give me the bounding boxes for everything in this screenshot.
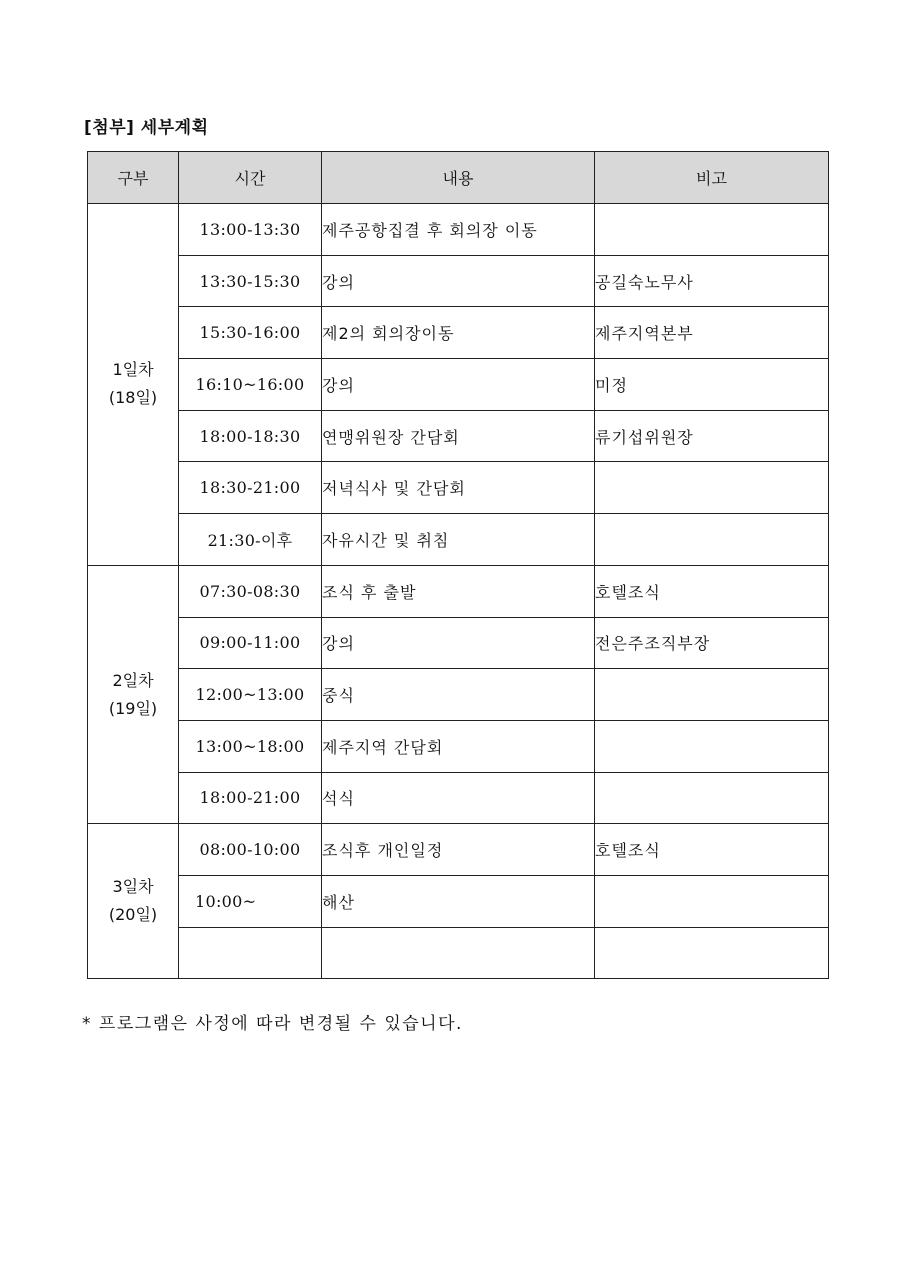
table-row — [88, 514, 829, 566]
time-cell: 08:00-10:00 — [179, 824, 322, 876]
content-cell — [322, 927, 595, 979]
time-cell: 09:00-11:00 — [179, 617, 322, 669]
table-row — [88, 359, 829, 411]
table-row — [88, 875, 829, 927]
time-cell: 18:30-21:00 — [179, 462, 322, 514]
note-cell: 호텔조식 — [595, 824, 829, 876]
document-title: [첨부] 세부계획 — [84, 118, 209, 138]
table-row — [88, 824, 829, 876]
content-cell: 해산 — [322, 875, 595, 927]
table-row — [88, 927, 829, 979]
table-row — [88, 255, 829, 307]
note-cell: 공길숙노무사 — [595, 255, 829, 307]
header-content: 내용 — [322, 152, 595, 204]
content-cell: 조식후 개인일정 — [322, 824, 595, 876]
note-cell: 류기섭위원장 — [595, 410, 829, 462]
note-cell — [595, 875, 829, 927]
day-label-3 — [88, 824, 179, 979]
content-cell: 저녁식사 및 간담회 — [322, 462, 595, 514]
day-label-line1: 1일차 — [112, 360, 154, 380]
time-cell: 16:10~16:00 — [179, 359, 322, 411]
note-cell: 제주지역본부 — [595, 307, 829, 359]
content-cell: 제주지역 간담회 — [322, 720, 595, 772]
header-division: 구부 — [88, 152, 179, 204]
note-cell — [595, 514, 829, 566]
header-row — [88, 152, 829, 204]
day-label-line1: 3일차 — [112, 877, 154, 897]
time-cell: 13:00-13:30 — [179, 204, 322, 256]
note-cell — [595, 669, 829, 721]
note-cell — [595, 204, 829, 256]
note-cell: 호텔조식 — [595, 565, 829, 617]
day-label-1 — [88, 204, 179, 566]
time-cell: 18:00-21:00 — [179, 772, 322, 824]
day-label-line2: (20일) — [108, 905, 158, 925]
table-row — [88, 565, 829, 617]
time-cell: 21:30-이후 — [179, 514, 322, 566]
table-row — [88, 617, 829, 669]
note-cell: 미정 — [595, 359, 829, 411]
table-row — [88, 772, 829, 824]
table-row — [88, 720, 829, 772]
day-label-line1: 2일차 — [112, 670, 154, 690]
note-cell: 전은주조직부장 — [595, 617, 829, 669]
time-cell — [179, 927, 322, 979]
header-note: 비고 — [595, 152, 829, 204]
content-cell: 제2의 회의장이동 — [322, 307, 595, 359]
note-cell — [595, 720, 829, 772]
content-cell: 석식 — [322, 772, 595, 824]
table-row — [88, 410, 829, 462]
header-time: 시간 — [179, 152, 322, 204]
content-cell: 연맹위원장 간담회 — [322, 410, 595, 462]
content-cell: 조식 후 출발 — [322, 565, 595, 617]
content-cell: 중식 — [322, 669, 595, 721]
table-row — [88, 462, 829, 514]
content-cell: 강의 — [322, 359, 595, 411]
time-cell: 13:30-15:30 — [179, 255, 322, 307]
content-cell: 강의 — [322, 255, 595, 307]
day-label-line2: (18일) — [108, 388, 158, 408]
table-row — [88, 204, 829, 256]
time-cell: 15:30-16:00 — [179, 307, 322, 359]
content-cell: 강의 — [322, 617, 595, 669]
day-label-2 — [88, 565, 179, 823]
schedule-table — [87, 151, 829, 979]
content-cell: 자유시간 및 취침 — [322, 514, 595, 566]
note-cell — [595, 772, 829, 824]
time-cell: 07:30-08:30 — [179, 565, 322, 617]
note-cell — [595, 927, 829, 979]
table-row — [88, 307, 829, 359]
note-cell — [595, 462, 829, 514]
table-row — [88, 669, 829, 721]
time-cell: 13:00~18:00 — [179, 720, 322, 772]
content-cell: 제주공항집결 후 회의장 이동 — [322, 204, 595, 256]
time-cell: 10:00~ — [179, 875, 322, 927]
time-cell: 12:00~13:00 — [179, 669, 322, 721]
time-cell: 18:00-18:30 — [179, 410, 322, 462]
day-label-line2: (19일) — [108, 698, 158, 718]
footnote: * 프로그램은 사정에 따라 변경될 수 있습니다. — [82, 1014, 463, 1034]
